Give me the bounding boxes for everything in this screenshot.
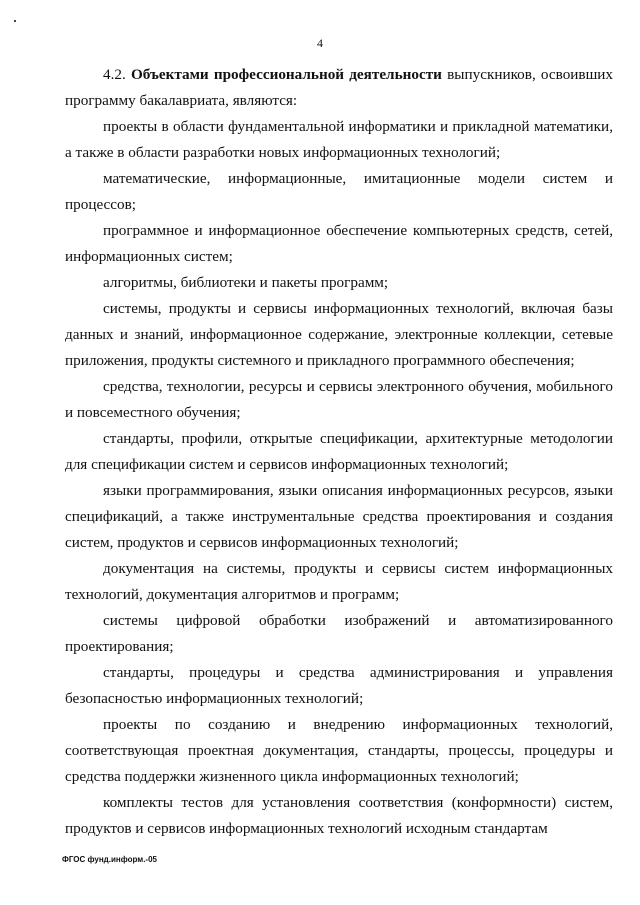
list-item: стандарты, процедуры и средства администрирования и управления безопасностью информационных технологий; bbox=[65, 664, 613, 707]
footer-code: ФГОС фунд.информ.-05 bbox=[62, 855, 157, 864]
list-item: стандарты, профили, открытые спецификации, архитектурные методологии для спецификации систем и сервисов информационных технологий; bbox=[65, 430, 613, 473]
list-item: средства, технологии, ресурсы и сервисы электронного обучения, мобильного и повсеместного обучения; bbox=[65, 378, 613, 421]
list-item: языки программирования, языки описания информационных ресурсов, языки спецификаций, а также инструментальные средства проектирования и создания систем, продуктов и сервисов информационных технологий; bbox=[65, 482, 613, 551]
list-item: системы, продукты и сервисы информационных технологий, включая базы данных и знаний, информационное содержание, электронные коллекции, сетевые приложения, продукты системного и прикладного программного обеспечения; bbox=[65, 300, 613, 369]
intro-paragraph bbox=[65, 62, 613, 114]
document-body bbox=[65, 62, 613, 842]
intro-text: выпускников, освоивших программу бакалавриата, являются: bbox=[65, 66, 614, 109]
list-item: математические, информационные, имитационные модели систем и процессов; bbox=[65, 170, 613, 213]
list-item: комплекты тестов для установления соответствия (конформности) систем, продуктов и сервисов информационных технологий исходным стандартам bbox=[65, 794, 613, 837]
list-item: проекты по созданию и внедрению информационных технологий, соответствующая проектная документация, стандарты, процессы, процедуры и средства поддержки жизненного цикла информационных технологий; bbox=[65, 716, 613, 785]
list-item: документация на системы, продукты и сервисы систем информационных технологий, документация алгоритмов и программ; bbox=[65, 560, 613, 603]
list-item: проекты в области фундаментальной информатики и прикладной математики, а также в области разработки новых информационных технологий; bbox=[65, 118, 613, 161]
list-item: системы цифровой обработки изображений и автоматизированного проектирования; bbox=[65, 612, 613, 655]
list-item: программное и информационное обеспечение компьютерных средств, сетей, информационных систем; bbox=[65, 222, 613, 265]
page-number: 4 bbox=[317, 36, 323, 50]
list-item: алгоритмы, библиотеки и пакеты программ; bbox=[103, 274, 389, 291]
section-term: Объектами профессиональной деятельности bbox=[130, 66, 442, 83]
scan-speck bbox=[14, 20, 16, 22]
section-number: 4.2. bbox=[103, 66, 131, 83]
